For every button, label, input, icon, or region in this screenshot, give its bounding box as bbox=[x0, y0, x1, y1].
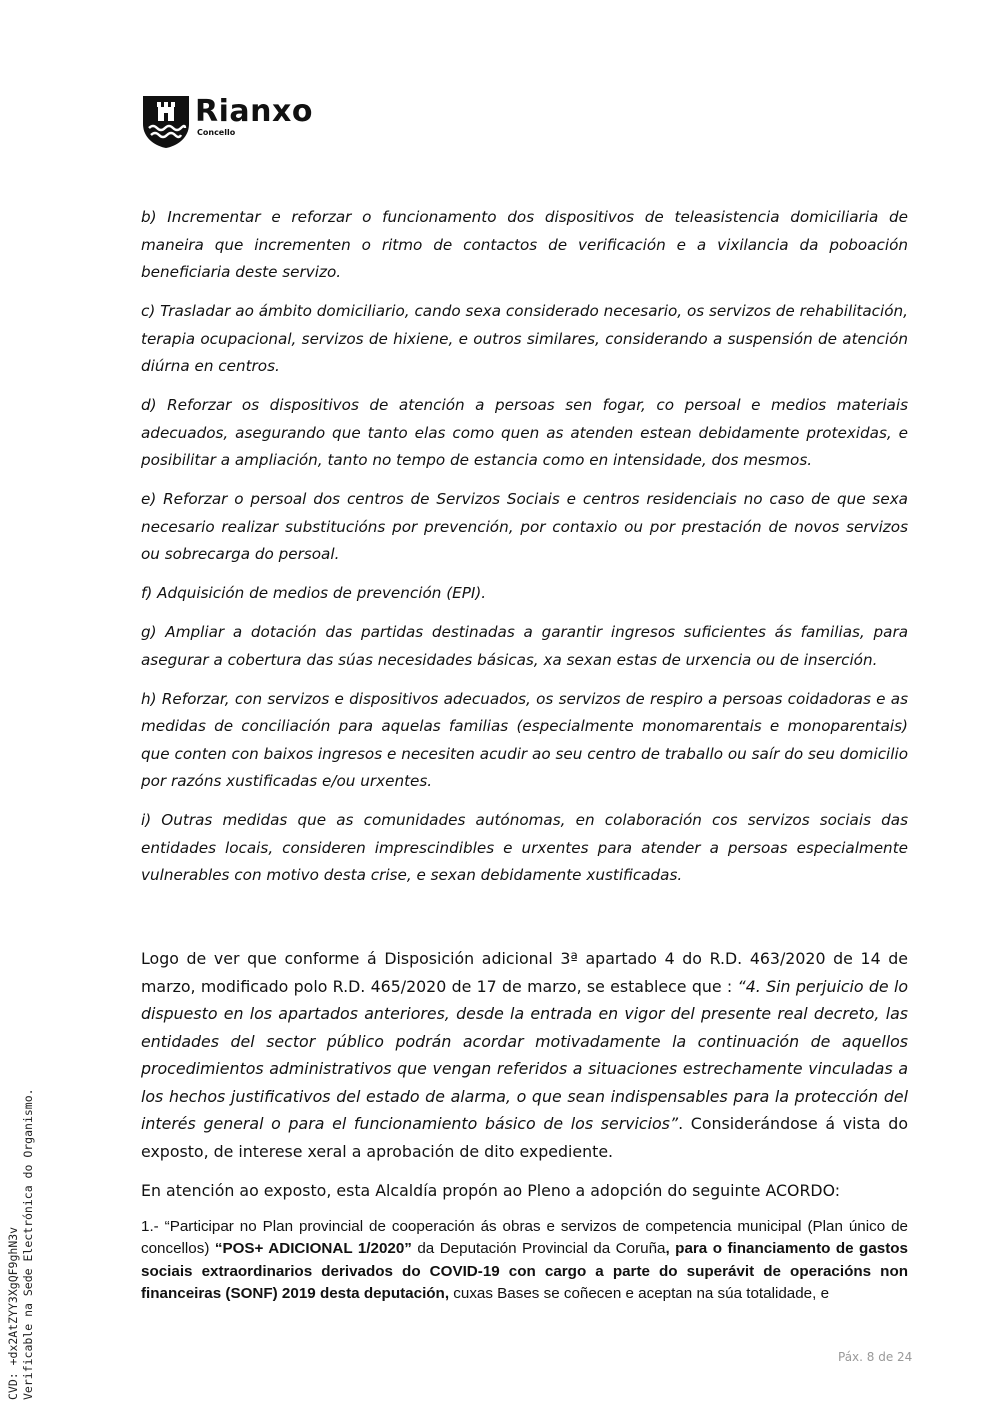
list-item-e: e) Reforzar o persoal dos centros de Servizos Sociais e centros residenciais no caso de que sexa necesario realizar substitucións por prevención, por contaxio ou por prestación de novos servizos ou sobrecarga do persoal. bbox=[141, 490, 908, 563]
page-number: Páx. 8 de 24 bbox=[838, 1350, 913, 1364]
shield-castle-icon bbox=[143, 96, 189, 148]
list-item-f: f) Adquisición de medios de prevención (EPI). bbox=[141, 584, 487, 602]
verification-note: Verificable na Sede Electrónica do Organismo. bbox=[21, 1088, 35, 1400]
acordo-text-1: 1.- “Participar no Plan provincial de cooperación ás obras e servizos de competencia municipal (Plan único de concellos) bbox=[141, 1217, 908, 1257]
paragraph-text-before: Logo de ver que conforme á Disposición adicional 3ª apartado 4 do R.D. 463/2020 de 14 de marzo, modificado polo R.D. 465/2020 de 17 de marzo, se establece que : bbox=[141, 949, 908, 996]
list-item-c: c) Trasladar ao ámbito domiciliario, cando sexa considerado necesario, os servizos de rehabilitación, terapia ocupacional, servizos de hixiene, e outros similares, considerando a suspensión de atención diúrna en centros. bbox=[141, 302, 908, 375]
list-item-i: i) Outras medidas que as comunidades autónomas, en colaboración cos servizos sociais das entidades locais, consideren imprescindibles e urxentes para atender a persoas especialmente vulnerables con motivo desta crise, e sexan debidamente xustificadas. bbox=[141, 811, 908, 884]
list-item-b: b) Incrementar e reforzar o funcionamento dos dispositivos de teleasistencia domiciliaria de maneira que incrementen o ritmo de contactos de verificación e a vixilancia da poboación beneficiaria deste servizo. bbox=[141, 208, 908, 281]
acordo-text-3: cuxas Bases se coñecen e aceptan na súa totalidade, e bbox=[449, 1285, 830, 1302]
acordo-text-2: da Deputación Provincial da Coruña bbox=[411, 1240, 666, 1257]
list-item-h: h) Reforzar, con servizos e dispositivos adecuados, os servizos de respiro a persoas coidadoras e as medidas de conciliación para aquelas familias (especialmente monomarentais e monoparentais) que conten con baixos ingresos e necesiten acudir ao seu centro de traballo ou saír do seu domicilio por razóns xustificadas e/ou urxentes. bbox=[141, 689, 908, 790]
acordo-bold-2: , para o financiamento de gastos sociais extraordinarios derivados do COVID-19 con cargo a parte do superávit de operacións non financeiras (SONF) 2019 desta deputación, bbox=[141, 1240, 909, 1302]
paragraph-text-after: . Considerándose á vista do exposto, de interese xeral a aprobación de dito expediente. bbox=[141, 1114, 908, 1161]
logo bbox=[143, 96, 313, 152]
acordo-item-1 bbox=[141, 1216, 908, 1306]
paragraph-quote: “4. Sin perjuicio de lo dispuesto en los apartados anteriores, desde la entrada en vigor del presente real decreto, las entidades del sector público podrán acordar motivadamente la continuación de aquellos procedimientos administrativos que vengan referidos a situaciones estrechamente vinculadas a los hechos justificativos del estado de alarma, o que sean indispensables para la protección del interés general o para el funcionamiento básico de los servicios” bbox=[141, 976, 908, 1133]
logo-name: Rianxo bbox=[195, 94, 313, 129]
logo-subtitle: Concello bbox=[197, 128, 236, 137]
list-item-d: d) Reforzar os dispositivos de atención a persoas sen fogar, co persoal e medios materiais adecuados, asegurando que tanto elas como quen as atenden estean debidamente protexidas, e posibilitar a ampliación, tanto no tempo de estancia como en intensidade, dos mesmos. bbox=[141, 396, 908, 469]
document-body bbox=[141, 204, 908, 1306]
cvd-code: CVD: +dx2AtZYY3XgQF9ghN3v bbox=[6, 1226, 20, 1400]
acordo-bold-1: “POS+ ADICIONAL 1/2020” bbox=[214, 1240, 412, 1257]
list-item-g: g) Ampliar a dotación das partidas destinadas a garantir ingresos suficientes ás familias, para asegurar a cobertura das súas necesidades básicas, xa sexan estas de urxencia ou de inserción. bbox=[141, 623, 908, 669]
paragraph-proposal: En atención ao exposto, esta Alcaldía propón ao Pleno a adopción do seguinte ACORDO: bbox=[141, 1180, 841, 1200]
paragraph-disposicion bbox=[141, 945, 908, 1165]
